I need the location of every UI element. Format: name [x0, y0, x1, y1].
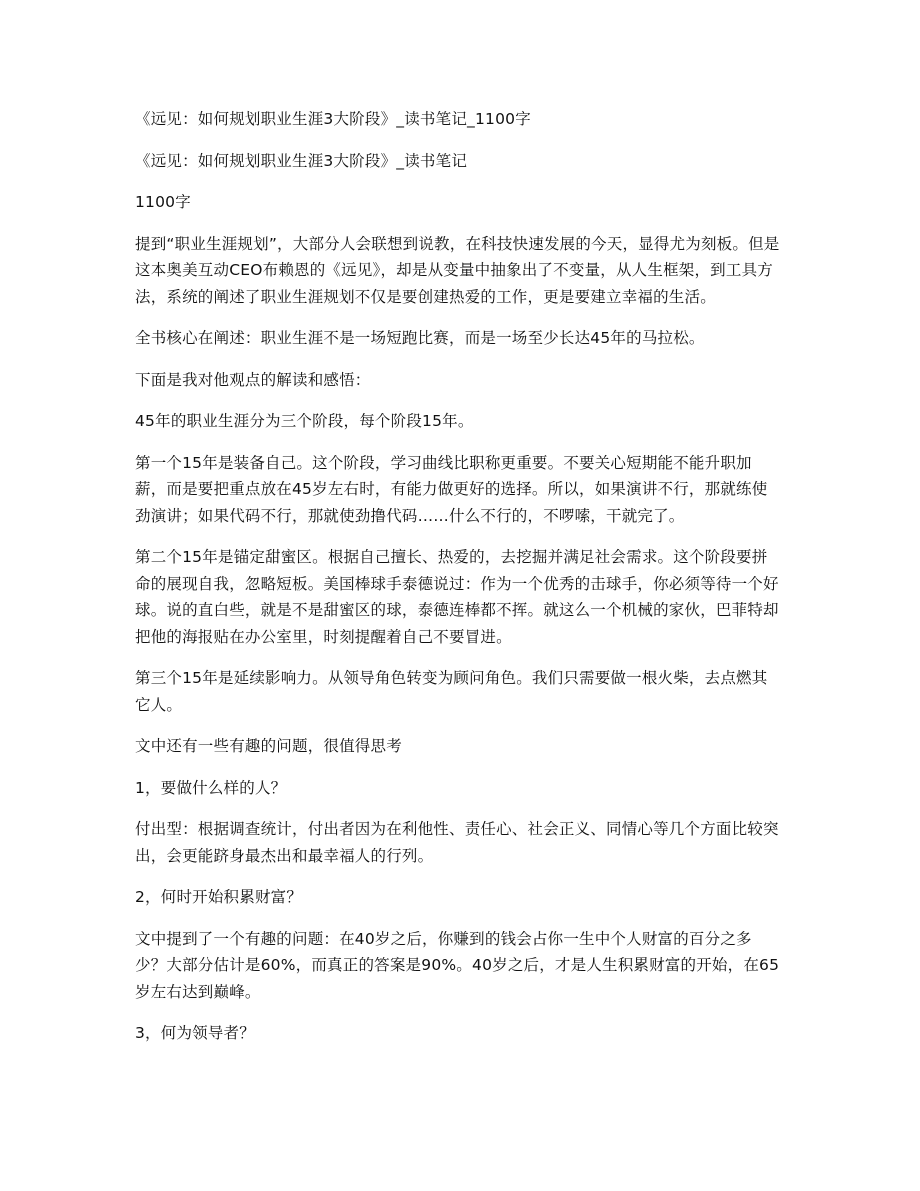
paragraph-reading-intro: 下面是我对他观点的解读和感悟：: [135, 370, 371, 389]
paragraph-core-idea: 全书核心在阐述：职业生涯不是一场短跑比赛，而是一场至少长达45年的马拉松。: [135, 329, 705, 347]
paragraph-stage-one: 第一个15年是装备自己。这个阶段，学习曲线比职称更重要。不要关心短期能不能升职加薪，而是要把重点放在45岁左右时，有能力做更好的选择。所以，如果演讲不行，那就练使劲演讲；如果代码不行，那就使劲撸代码……什么不行的，不啰嗦，干就完了。: [135, 453, 768, 525]
answer-2: 文中提到了一个有趣的问题：在40岁之后，你赚到的钱会占你一生中个人财富的百分之多少？大部分估计是60%，而真正的答案是90%。40岁之后，才是人生积累财富的开始，在65岁左右达到巅峰。: [135, 929, 780, 1001]
paragraph-stage-three: 第三个15年是延续影响力。从领导角色转变为顾问角色。我们只需要做一根火柴，去点燃其它人。: [135, 669, 768, 714]
paragraph-three-stages: 45年的职业生涯分为三个阶段，每个阶段15年。: [135, 412, 474, 430]
document-title-full: 《远见：如何规划职业生涯3大阶段》_读书笔记_1100字: [135, 110, 531, 128]
answer-1: 付出型：根据调查统计，付出者因为在利他性、责任心、社会正义、同情心等几个方面比较突出，会更能跻身最杰出和最幸福人的行列。: [135, 820, 779, 865]
document-title: 《远见：如何规划职业生涯3大阶段》_读书笔记: [135, 151, 468, 170]
document-page: [135, 106, 783, 1062]
word-count: 1100字: [135, 193, 191, 211]
paragraph-intro: 提到“职业生涯规划”，大部分人会联想到说教，在科技快速发展的今天，显得尤为刻板。但是这本奥美互动CEO布赖恩的《远见》，却是从变量中抽象出了不变量，从人生框架，到工具方法，系统的阐述了职业生涯规划不仅是要创建热爱的工作，更是要建立幸福的生活。: [135, 234, 780, 306]
paragraph-stage-two: 第二个15年是锚定甜蜜区。根据自己擅长、热爱的，去挖掘并满足社会需求。这个阶段要拼命的展现自我，忽略短板。美国棒球手泰德说过：作为一个优秀的击球手，你必须等待一个好球。说的直白些，就是不是甜蜜区的球，泰德连棒都不挥。就这么一个机械的家伙，巴菲特却把他的海报贴在办公室里，时刻提醒着自己不要冒进。: [135, 548, 779, 646]
paragraph-questions-intro: 文中还有一些有趣的问题，很值得思考: [135, 737, 402, 755]
question-heading-3: 3，何为领导者？: [135, 1024, 255, 1042]
question-heading-2: 2，何时开始积累财富？: [135, 888, 303, 906]
question-heading-1: 1，要做什么样的人？: [135, 778, 287, 797]
